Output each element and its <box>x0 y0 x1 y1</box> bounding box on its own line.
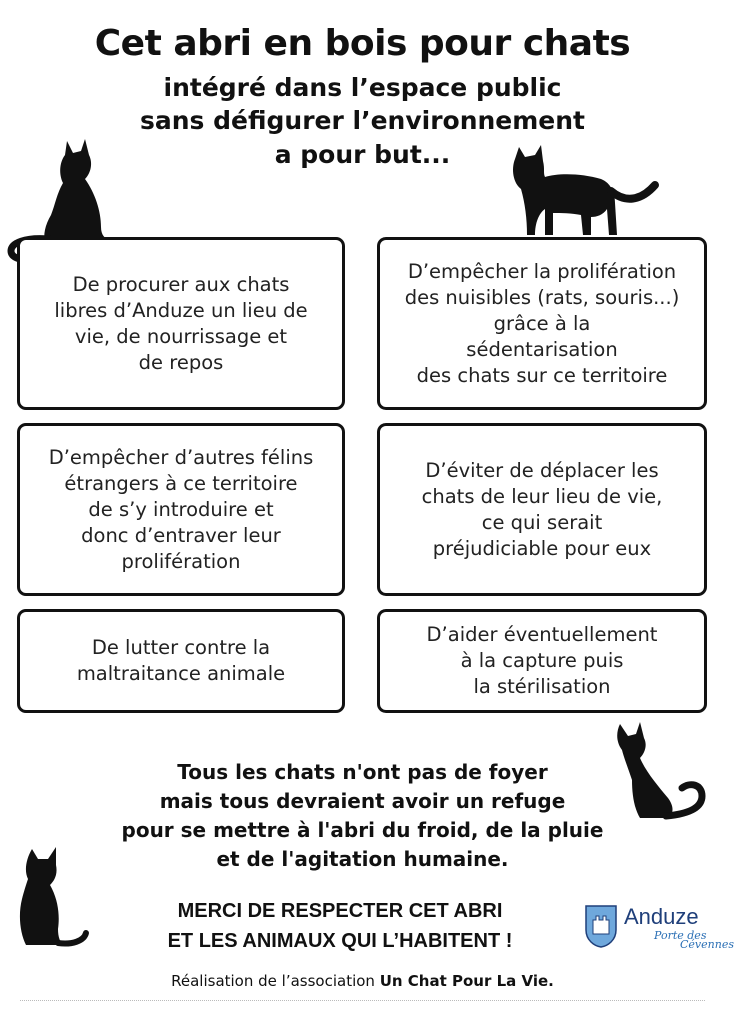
association-name: Un Chat Pour La Vie. <box>379 972 554 990</box>
cat-bottom-left-icon <box>12 845 92 950</box>
goal-box-3 <box>17 423 345 596</box>
subtitle-line-2: sans défigurer l’environnement <box>139 106 586 135</box>
anduze-logo <box>584 902 734 952</box>
goal-text-2: D’empêcher la prolifération des nuisibles (rats, souris...) grâce à la sédentarisation des chats sur ce territoire <box>404 259 680 387</box>
logo-tagline-2: Cévennes <box>680 938 734 951</box>
goal-box-2 <box>377 237 707 410</box>
credit-line <box>0 972 725 990</box>
respect-notice: MERCI DE RESPECTER CET ABRI ET LES ANIMAUX QUI L’HABITENT ! <box>167 900 513 952</box>
castle-shield-icon <box>584 904 618 948</box>
credit-prefix: Réalisation de l’association <box>171 972 375 990</box>
goal-text-4: D’éviter de déplacer les chats de leur lieu de vie, ce qui serait préjudiciable pour eux <box>421 458 663 560</box>
refuge-message: Tous les chats n'ont pas de foyer mais tous devraient avoir un refuge pour se mettre à l'abri du froid, de la pluie et de l'agitation humaine. <box>121 760 604 871</box>
logo-name: Anduze <box>624 904 699 929</box>
page-title: Cet abri en bois pour chats <box>94 23 631 64</box>
goal-box-1 <box>17 237 345 410</box>
goal-text-6: D’aider éventuellement à la capture puis la stérilisation <box>426 623 658 698</box>
goal-text-3: D’empêcher d’autres félins étrangers à ce territoire de s’y introduire et donc d’entraver leur prolifération <box>48 445 314 573</box>
goal-text-5: De lutter contre la maltraitance animale <box>76 636 286 685</box>
subtitle-line-3: a pour but... <box>274 140 451 169</box>
goal-text-1: De procurer aux chats libres d’Anduze un lieu de vie, de nourrissage et de repos <box>54 272 308 374</box>
logo-tagline-1: Porte des <box>654 929 707 942</box>
goal-box-6 <box>377 609 707 713</box>
goal-box-4 <box>377 423 707 596</box>
subtitle-line-1: intégré dans l’espace public <box>163 73 562 102</box>
goal-box-5 <box>17 609 345 713</box>
cat-standing-icon <box>505 143 660 243</box>
bottom-divider <box>20 1000 705 1002</box>
